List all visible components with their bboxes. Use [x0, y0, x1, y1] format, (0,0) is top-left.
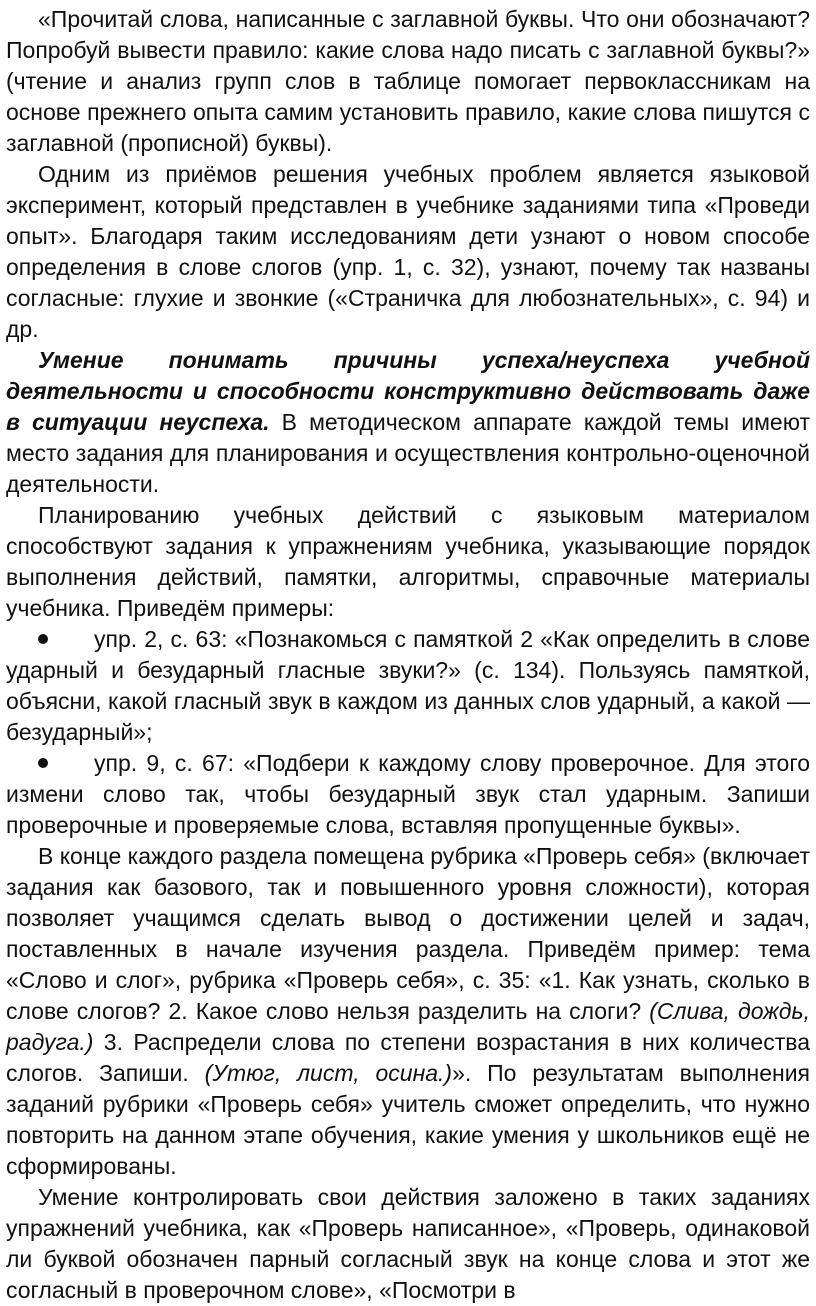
paragraph-language-experiment: Одним из приёмов решения учебных проблем является языковой эксперимент, который представлен в учебнике заданиями типа «Проведи опыт». Благодаря таким исследованиям дети узнают о новом способе определения в слове слогов (упр. 1, с. 32), узнают, почему так названы согласные: глухие и звонкие («Страничка для любознательных», с. 94) и др.: [6, 161, 810, 342]
paragraph-success-failure: [6, 345, 810, 500]
paragraph-text: ». По результатам выполнения заданий рубрики «Проверь себя» учитель сможет определить, что нужно повторить на данном этапе обучения, какие умения у школьников ещё не сформированы.: [6, 1060, 811, 1179]
paragraph-self-control: Умение контролировать свои действия заложено в таких заданиях упражнений учебника, как «Проверь написанное», «Проверь, одинаковой ли буквой обозначен парный согласный звук на конце слова и этот же согласный в проверочном слове», «Посмотри в: [6, 1184, 810, 1303]
bullet-icon: [38, 748, 94, 779]
paragraph-text: В конце каждого раздела помещена рубрика «Проверь себя» (включает задания как базового, так и повышенного уровня сложности), которая позволяет учащимся сделать вывод о достижении целей и задач, поставленных в начале изучения раздела. Приведём пример: тема «Слово и слог», рубрика «Проверь себя», с. 35: «1. Как узнать, сколько в слове слогов? 2. Какое слово нельзя разделить на слоги?: [6, 843, 810, 1024]
paragraph-check-yourself: [6, 841, 810, 1182]
bullet-icon: [38, 624, 94, 655]
list-item-text: упр. 2, с. 63: «Познакомься с памяткой 2 «Как определить в слове ударный и безударный гласные звуки?» (с. 134). Пользуясь памяткой, объясни, какой гласный звук в каждом из данных слов ударный, а какой — безударный»;: [6, 626, 810, 745]
paragraph-text: В методическом аппарате каждой темы имеют место задания для планирования и осуществления контрольно-оценочной деятельности.: [6, 409, 810, 497]
list-item-text: упр. 9, с. 67: «Подбери к каждому слову проверочное. Для этого измени слово так, чтобы безударный звук стал ударным. Запиши проверочные и проверяемые слова, вставляя пропущенные буквы».: [6, 750, 810, 838]
paragraph-rule-task: «Прочитай слова, написанные с заглавной буквы. Что они обозначают? Попробуй вывести правило: какие слова надо писать с заглавной буквы?» (чтение и анализ групп слов в таблице помогает первоклассникам на основе прежнего опыта самим установить правило, какие слова пишутся с заглавной (прописной) буквы).: [6, 6, 810, 156]
italic-example: (Слива, дождь, радуга.): [6, 998, 811, 1055]
paragraph-text: 3. Распредели слова по степени возрастания в них количества слогов. Запиши.: [6, 1029, 810, 1086]
bold-italic-lead: Умение понимать причины успеха/неуспеха учебной деятельности и способности конструктивно действовать даже в ситуации неуспеха.: [6, 347, 810, 435]
list-item: [6, 624, 810, 748]
paragraph-planning: Планированию учебных действий с языковым материалом способствуют задания к упражнениям учебника, указывающие порядок выполнения действий, памятки, алгоритмы, справочные материалы учебника. Приведём примеры:: [6, 502, 810, 621]
list-item: [6, 748, 810, 841]
italic-example: (Утюг, лист, осина.): [204, 1060, 453, 1086]
